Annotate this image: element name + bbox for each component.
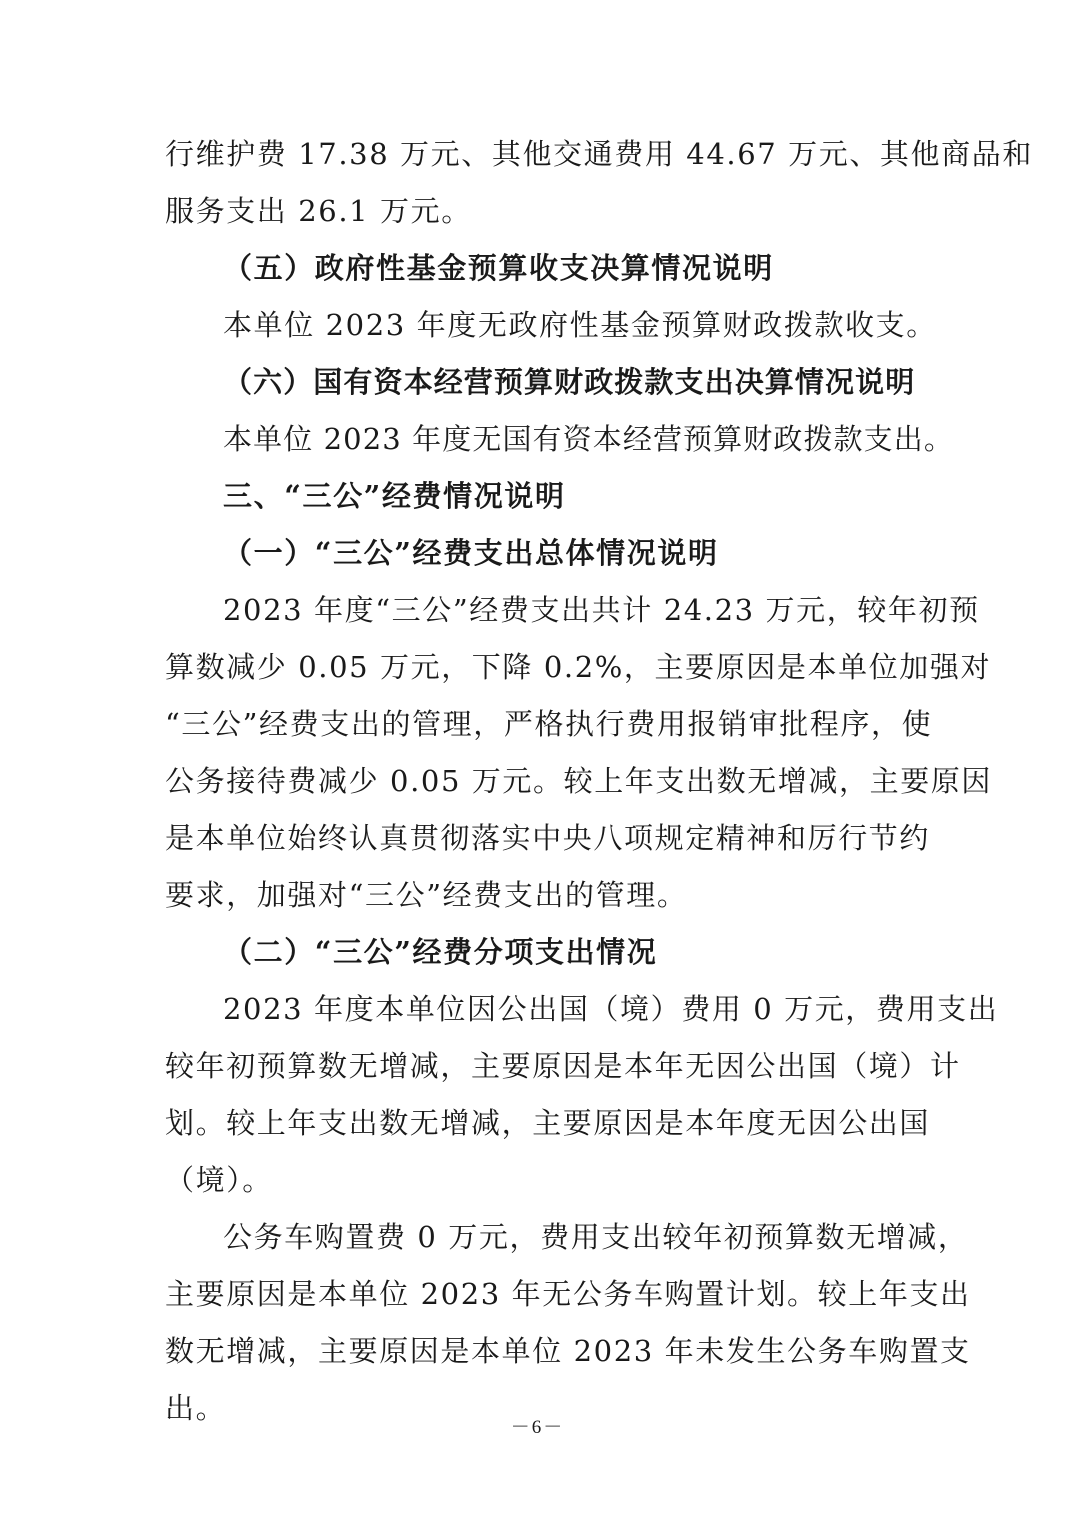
- body-text-line: 较年初预算数无增减，主要原因是本年无因公出国（境）计: [165, 1049, 961, 1083]
- body-text-line: 本单位 2023 年度无政府性基金预算财政拨款收支。: [223, 308, 937, 342]
- body-text-line: 2023 年度“三公”经费支出共计 24.23 万元，较年初预: [223, 593, 980, 627]
- section-heading-6: （六）国有资本经营预算财政拨款支出决算情况说明: [223, 365, 916, 399]
- body-text-line: 算数减少 0.05 万元，下降 0.2%，主要原因是本单位加强对: [165, 650, 992, 684]
- section-heading-5: （五）政府性基金预算收支决算情况说明: [223, 251, 774, 285]
- body-text-line: 本单位 2023 年度无国有资本经营预算财政拨款支出。: [223, 422, 954, 456]
- body-text-line: 2023 年度本单位因公出国（境）费用 0 万元，费用支出: [223, 992, 999, 1026]
- subsection-heading-2: （二）“三公”经费分项支出情况: [223, 935, 658, 969]
- page-number: －6－: [510, 1417, 565, 1438]
- body-text-line: 划。较上年支出数无增减，主要原因是本年度无因公出国: [165, 1106, 931, 1140]
- subsection-heading-1: （一）“三公”经费支出总体情况说明: [223, 536, 719, 570]
- body-text-line: 出。: [165, 1391, 227, 1425]
- chapter-heading-3: 三、“三公”经费情况说明: [223, 479, 566, 513]
- body-text-line: 要求，加强对“三公”经费支出的管理。: [165, 878, 688, 912]
- body-text-line: （境）。: [165, 1163, 273, 1197]
- body-text-line: 公务接待费减少 0.05 万元。较上年支出数无增减，主要原因: [165, 764, 993, 798]
- body-text-line: 服务支出 26.1 万元。: [165, 194, 472, 228]
- body-text-line: 主要原因是本单位 2023 年无公务车购置计划。较上年支出: [165, 1277, 971, 1311]
- document-body: [165, 135, 1033, 1446]
- body-text-line: 行维护费 17.38 万元、其他交通费用 44.67 万元、其他商品和: [165, 137, 1033, 171]
- body-text-line: 数无增减，主要原因是本单位 2023 年未发生公务车购置支: [165, 1334, 971, 1368]
- body-text-line: “三公”经费支出的管理，严格执行费用报销审批程序，使: [165, 707, 933, 741]
- body-text-line: 是本单位始终认真贯彻落实中央八项规定精神和厉行节约: [165, 821, 931, 855]
- body-text-line: 公务车购置费 0 万元，费用支出较年初预算数无增减，: [223, 1220, 969, 1254]
